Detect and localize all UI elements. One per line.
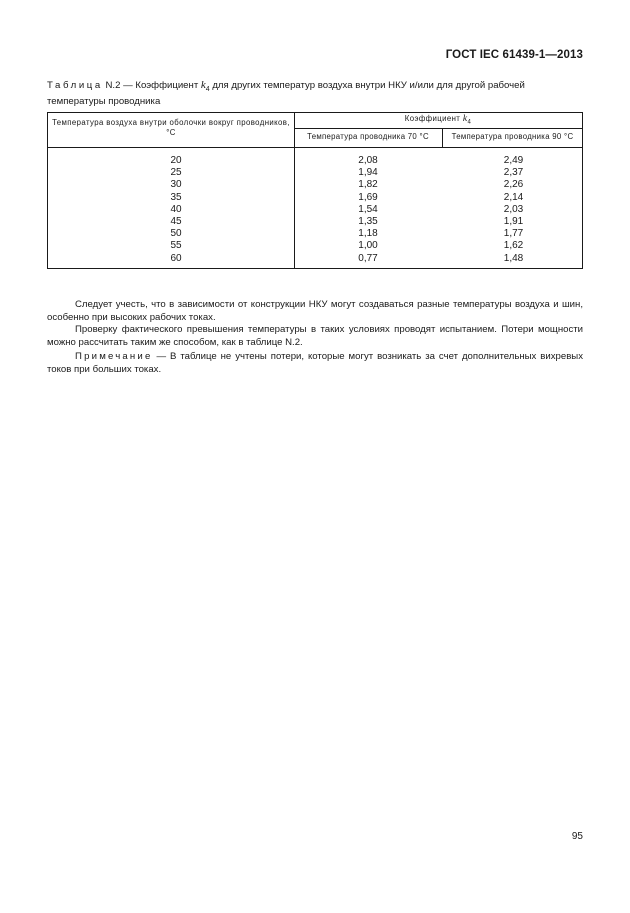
cell-k90: 1,48 [503,252,524,264]
cell-k70: 1,18 [358,228,378,240]
note [47,351,583,377]
cell-k90: 2,37 [503,167,524,179]
paragraph-conditions: Следует учесть, что в зависимости от конструкции НКУ могут создаваться разные температуры воздуха и шин, особенно при высоких рабочих токах. [47,299,583,323]
cell-k90: 2,14 [503,191,524,203]
cell-k70: 2,08 [358,155,378,166]
caption-number: N.2 [105,80,121,91]
cell-k90: 2,26 [503,179,524,191]
page-number: 95 [571,831,583,842]
table-body [48,155,582,265]
cell-temp: 20 [170,155,182,166]
caption-text-after: для других температур воздуха внутри НКУ и/или для другой рабочей температуры проводника [47,80,525,108]
note-text: — В таблице не учтены потери, которые могут возникать за счет дополнительных вихревых токов при больших токах. [47,351,583,375]
caption-symbol: k [200,79,206,91]
header-temperature: Температура воздуха внутри оболочки вокруг проводников, °C [52,118,290,137]
cell-k70: 1,82 [358,179,378,191]
cell-k90: 1,77 [503,228,524,240]
caption-symbol-sub: 4 [205,85,210,93]
document-header: ГОСТ IEC 61439-1—2013 [445,49,583,61]
cell-k70: 1,69 [358,191,378,203]
cell-k70: 1,00 [358,240,378,252]
caption-text-before: — Коэффициент [120,80,201,91]
caption-lead: Таблица [47,80,103,91]
header-coefficient-label: Коэффициент [404,114,461,123]
table-row [48,253,582,265]
table-row [48,179,582,191]
cell-k90: 1,62 [503,240,524,252]
cell-temp: 35 [170,191,182,203]
cell-temp: 30 [170,179,182,191]
header-coefficient-sub: 4 [467,119,472,126]
coefficient-table [47,112,583,269]
cell-temp: 55 [170,240,182,252]
note-label: Примечание [75,351,153,362]
table-row [48,167,582,179]
table-caption [47,79,583,109]
cell-temp: 25 [170,167,182,179]
table-row [48,216,582,228]
table-row [48,228,582,240]
cell-k70: 1,35 [358,215,378,227]
cell-k70: 1,54 [358,203,378,215]
cell-k70: 1,94 [358,167,378,179]
cell-temp: 50 [170,228,182,240]
table-row [48,204,582,216]
cell-k90: 2,49 [503,155,524,166]
table-divider [294,128,582,129]
cell-k90: 1,91 [503,215,524,227]
table-divider [48,147,582,148]
table-row [48,240,582,252]
cell-temp: 40 [170,203,182,215]
paragraph-verification: Проверку фактического превышения температуры в таких условиях проводят испытанием. Потери мощности можно рассчитать таким же способом, как в таблице N.2. [47,324,583,348]
header-conductor-70: Температура проводника 70 °C [307,132,429,141]
header-coefficient-symbol: k [462,114,468,124]
cell-temp: 60 [170,252,182,264]
table-row [48,155,582,167]
header-conductor-90: Температура проводника 90 °C [451,132,574,141]
header-coefficient-group [294,114,582,126]
cell-k70: 0,77 [358,252,378,264]
table-row [48,192,582,204]
cell-k90: 2,03 [503,203,524,215]
cell-temp: 45 [170,215,182,227]
